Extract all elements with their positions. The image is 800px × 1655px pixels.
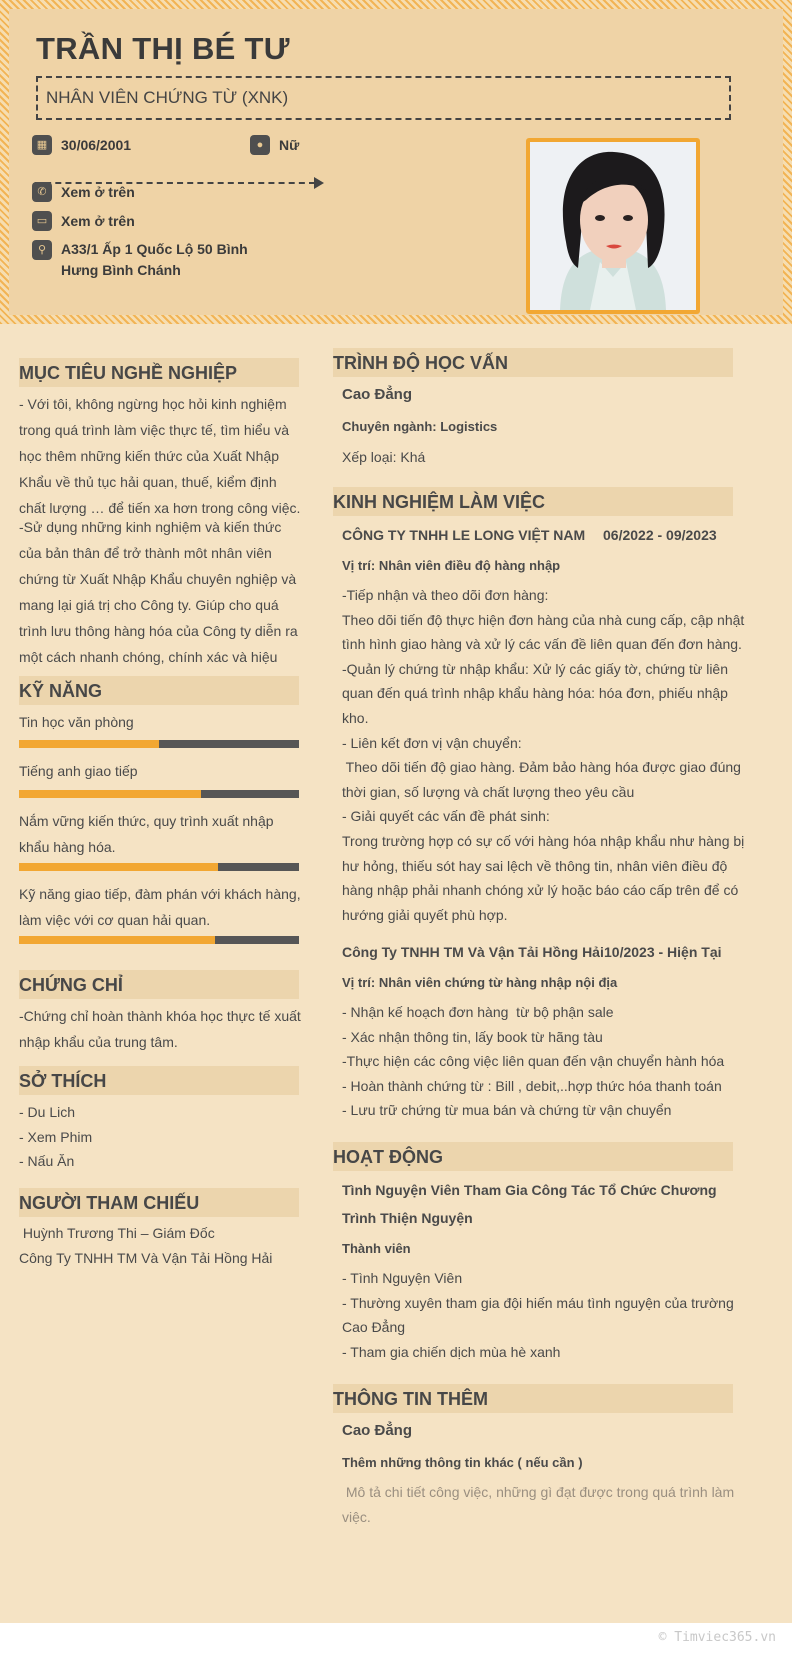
description-line: - Thường xuyên tham gia đội hiến máu tình nguyện của trường (342, 1294, 734, 1311)
gender-row (250, 135, 299, 156)
additional-info-heading: Cao Đẳng (342, 1422, 413, 1439)
skill-level-fill (19, 936, 215, 944)
avatar-portrait (530, 142, 696, 310)
job-role: Vị trí: Nhân viên chứng từ hàng nhập nội địa (342, 975, 618, 990)
address-value: A33/1 Ấp 1 Quốc Lộ 50 Bình Hưng Bình Chánh (61, 241, 248, 278)
address-row (32, 240, 252, 281)
objective-text: - Với tôi, không ngừng học hỏi kinh nghiệm trong quá trình làm việc thực tế, tìm hiểu và học thêm những kiến thức của Xuất Nhập Khẩu về thủ tục hải quan, thuế, kiểm định chất lượng … để tiến xa hơn trong công việc. (19, 396, 301, 516)
skill-level-bar (19, 936, 299, 944)
objective-title: MỤC TIÊU NGHỀ NGHIỆP (19, 358, 299, 387)
additional-info-subheading: Thêm những thông tin khác ( nếu cần ) (342, 1455, 583, 1470)
resume-header (0, 0, 792, 324)
skill-name: Kỹ năng giao tiếp, đàm phán với khách hàng, làm việc với cơ quan hải quan. (19, 886, 301, 928)
arrow-head-icon (314, 177, 324, 189)
company-name: CÔNG TY TNHH LE LONG VIỆT NAM (342, 527, 586, 543)
gender-value: Nữ (279, 137, 300, 153)
skill-level-bar (19, 863, 299, 871)
education-title: TRÌNH ĐỘ HỌC VẤN (333, 348, 733, 377)
experience-title: KINH NGHIỆM LÀM VIỆC (333, 487, 733, 516)
email-value: Xem ở trên (61, 213, 135, 229)
job-description (342, 1000, 742, 1123)
skill-level-fill (19, 740, 159, 748)
hobbies-title: SỞ THÍCH (19, 1066, 299, 1095)
description-line: - Tình Nguyện Viên (342, 1270, 463, 1286)
description-line: Trong trường hợp có sự cố với hàng hóa nhập khẩu như hàng bị (342, 832, 745, 849)
job-role: Vị trí: Nhân viên điều độ hàng nhập (342, 558, 561, 573)
calendar-icon: ▦ (32, 135, 52, 155)
description-line: hàng nhập phải nhanh chóng xử lý hoặc báo cáo cấp trên để có (342, 882, 739, 899)
job-period: 10/2023 - Hiện Tại (604, 944, 722, 960)
additional-info-desc-1: Mô tả chi tiết công việc, những gì đạt được trong quá trình làm (342, 1484, 735, 1500)
skill-name: Tiếng anh giao tiếp (19, 763, 138, 779)
description-line: Theo dõi tiến độ giao hàng. Đảm bảo hàng hóa được giao đúng (342, 759, 741, 776)
activity-name-line-2: Trình Thiện Nguyện (342, 1210, 473, 1226)
description-line: Cao Đẳng (342, 1319, 406, 1336)
description-line: - Lưu trữ chứng từ mua bán và chứng từ vận chuyển (342, 1102, 672, 1119)
grade: Xếp loại: Khá (342, 449, 426, 465)
email-icon: ▭ (32, 211, 52, 231)
activity-name-line-1: Tình Nguyện Viên Tham Gia Công Tác Tổ Chức Chương (342, 1182, 717, 1198)
major: Chuyên ngành: Logistics (342, 419, 498, 434)
description-line: - Liên kết đơn vị vận chuyển: (342, 734, 522, 751)
hobby-item: - Du Lich (19, 1104, 76, 1120)
job-description (342, 583, 745, 927)
school-name: Cao Đẳng (342, 386, 413, 403)
description-line: kho. (342, 709, 369, 726)
description-line: - Hoàn thành chứng từ : Bill , debit,..hợp thức hóa thanh toán (342, 1077, 722, 1094)
certificates-title: CHỨNG CHỈ (19, 970, 299, 999)
description-line: -Tiếp nhận và theo dõi đơn hàng: (342, 587, 549, 603)
skill-level-fill (19, 790, 201, 798)
phone-icon: ✆ (32, 182, 52, 202)
description-line: - Giải quyết các vấn đề phát sinh: (342, 808, 550, 825)
location-pin-icon: ⚲ (32, 240, 52, 260)
reference-person: Huỳnh Trương Thi – Giám Đốc (19, 1225, 215, 1241)
email-row (32, 211, 135, 232)
description-line: -Thực hiện các công việc liên quan đến vận chuyển hành hóa (342, 1053, 725, 1070)
description-line: -Quản lý chứng từ nhập khẩu: Xử lý các giấy tờ, chứng từ liên (342, 660, 729, 677)
job-position: NHÂN VIÊN CHỨNG TỪ (XNK) (36, 76, 731, 120)
skill-level-bar (19, 740, 299, 748)
skill-name: Nắm vững kiến thức, quy trình xuất nhập khẩu hàng hóa. (19, 813, 274, 855)
birthday-value: 30/06/2001 (61, 137, 132, 153)
watermark: © Timviec365.vn (658, 1630, 776, 1645)
certificate-text: -Chứng chỉ hoàn thành khóa học thực tế xuất nhập khẩu của trung tâm. (19, 1008, 301, 1050)
activity-role: Thành viên (342, 1241, 411, 1256)
description-line: thời gian, số lượng và chất lượng theo yêu cầu (342, 783, 635, 800)
hobby-item: - Nấu Ăn (19, 1153, 75, 1169)
skill-name: Tin học văn phòng (19, 714, 134, 730)
references-title: NGƯỜI THAM CHIẾU (19, 1188, 299, 1217)
phone-row (32, 182, 135, 203)
description-line: hướng giải quyết phù hợp. (342, 906, 508, 923)
company-name: Công Ty TNHH TM Và Vận Tải Hồng Hải (342, 944, 604, 960)
description-line: hư hỏng, thiếu sót hay sai lệch về thông tin, nhân viên điều độ (342, 857, 728, 874)
skills-title: KỸ NĂNG (19, 676, 299, 705)
candidate-name: TRẦN THỊ BÉ TƯ (36, 31, 290, 66)
description-line: Theo dõi tiến độ thực hiện đơn hàng của nhà cung cấp, cập nhật (342, 611, 745, 628)
birthday-row (32, 135, 131, 156)
description-line: - Nhận kế hoạch đơn hàng từ bộ phận sale (342, 1004, 614, 1020)
hobby-item: - Xem Phim (19, 1129, 93, 1145)
description-line: tình hình giao hàng và xử lý các vấn đề liên quan đến đơn hàng. (342, 636, 742, 653)
phone-value: Xem ở trên (61, 184, 135, 200)
skill-level-fill (19, 863, 218, 871)
objective-text-2: -Sử dụng những kinh nghiệm và kiến thức của bản thân để trở thành môt nhân viên chứng từ Xuất Nhập Khẩu chuyên nghiệp và mang lại giá trị cho Công ty. Giúp cho quá trình lưu thông hàng hóa của Công ty diễn ra một cách nhanh chóng, chính xác và hiệu (19, 519, 298, 665)
description-line: - Xác nhận thông tin, lấy book từ hãng tàu (342, 1028, 603, 1045)
profile-photo (526, 138, 700, 314)
additional-info-desc-2: việc. (342, 1509, 371, 1525)
reference-company: Công Ty TNHH TM Và Vận Tải Hồng Hải (19, 1250, 273, 1266)
description-line: quan đến quá trình nhập khẩu hàng hóa: hóa đơn, phiếu nhập (342, 685, 728, 702)
additional-info-title: THÔNG TIN THÊM (333, 1384, 733, 1413)
skill-level-bar (19, 790, 299, 798)
person-icon: ● (250, 135, 270, 155)
description-line: - Tham gia chiến dịch mùa hè xanh (342, 1343, 561, 1360)
job-period: 06/2022 - 09/2023 (603, 527, 717, 543)
activities-title: HOẠT ĐỘNG (333, 1142, 733, 1171)
activity-description (342, 1266, 742, 1364)
